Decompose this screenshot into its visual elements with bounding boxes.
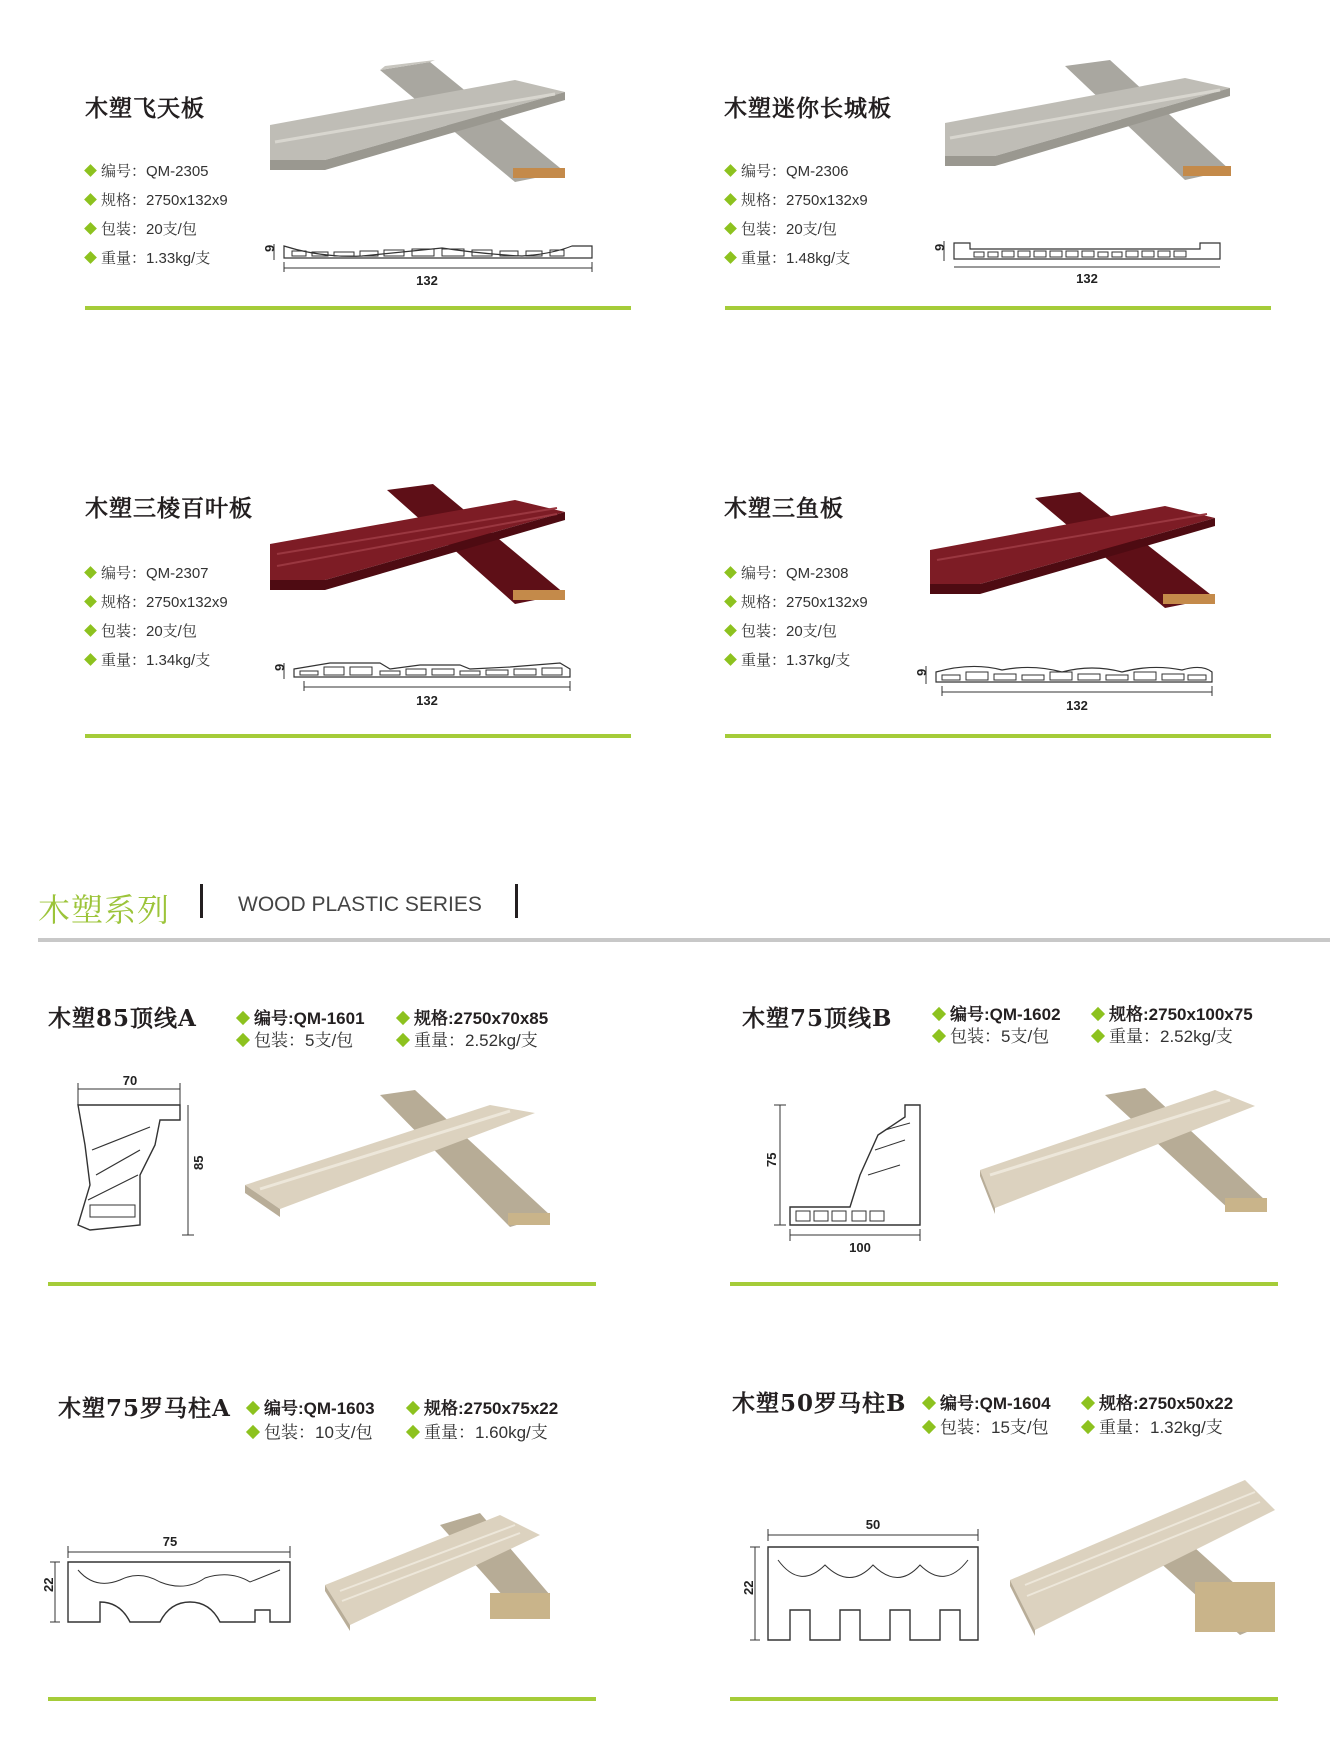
- dim-height: 75: [764, 1152, 779, 1167]
- panel-product-image: [265, 482, 575, 622]
- dim-width: 50: [865, 1517, 881, 1532]
- product-title: 木塑迷你长城板: [724, 95, 892, 122]
- panel-product-image: [940, 58, 1240, 198]
- divider-line: [725, 734, 1271, 738]
- section-rule: [38, 938, 1330, 942]
- spec-size: 规格：2750x132x9: [86, 591, 228, 612]
- dim-height: 9: [932, 243, 947, 251]
- spec-code: 编号:QM-1604: [924, 1389, 1051, 1414]
- spec-pack: 包装：5支/包: [238, 1026, 353, 1051]
- bullet-diamond-icon: [922, 1396, 936, 1410]
- dim-width: 132: [1076, 271, 1098, 285]
- bullet-diamond-icon: [724, 251, 737, 264]
- cross-section-diagram: [40, 1530, 300, 1640]
- dim-width: 70: [122, 1075, 138, 1088]
- spec-size: 规格:2750x70x85: [398, 1004, 548, 1029]
- bullet-diamond-icon: [724, 566, 737, 579]
- cross-section-diagram: [760, 1095, 960, 1255]
- bullet-diamond-icon: [406, 1425, 420, 1439]
- panel-product-image: [265, 60, 575, 200]
- spec-weight: 重量：2.52kg/支: [1093, 1022, 1233, 1047]
- dim-width: 75: [162, 1534, 178, 1549]
- spec-code: 编号:QM-1602: [934, 1000, 1061, 1025]
- divider-line: [85, 306, 631, 310]
- cross-section-diagram: [270, 655, 580, 715]
- spec-size: 规格：2750x132x9: [726, 189, 868, 210]
- bullet-diamond-icon: [724, 164, 737, 177]
- product-title: 木塑85顶线A: [48, 1005, 197, 1032]
- bullet-diamond-icon: [724, 222, 737, 235]
- spec-code: 编号：QM-2306: [726, 160, 849, 181]
- bullet-diamond-icon: [246, 1401, 260, 1415]
- cross-section-diagram: [740, 1515, 990, 1655]
- dim-height: 22: [741, 1580, 756, 1595]
- spec-code: 编号：QM-2307: [86, 562, 209, 583]
- spec-weight: 重量：1.37kg/支: [726, 649, 850, 670]
- spec-code: 编号：QM-2305: [86, 160, 209, 181]
- spec-weight: 重量：1.48kg/支: [726, 247, 850, 268]
- spec-code: 编号:QM-1601: [238, 1004, 365, 1029]
- dim-height: 9: [272, 663, 287, 671]
- divider-line: [730, 1282, 1278, 1286]
- dim-height: 9: [262, 244, 277, 252]
- bullet-diamond-icon: [236, 1011, 250, 1025]
- product-title: 木塑三鱼板: [724, 495, 844, 522]
- bullet-diamond-icon: [406, 1401, 420, 1415]
- spec-weight: 重量：1.34kg/支: [86, 649, 210, 670]
- spec-pack: 包装：20支/包: [726, 620, 837, 641]
- moulding-product-image: [975, 1080, 1275, 1240]
- bullet-diamond-icon: [236, 1033, 250, 1047]
- product-title: 木塑飞天板: [85, 95, 205, 122]
- cross-section-diagram: [60, 1075, 220, 1255]
- dim-width: 132: [1066, 698, 1088, 713]
- bullet-diamond-icon: [922, 1420, 936, 1434]
- bullet-diamond-icon: [1081, 1420, 1095, 1434]
- dim-width: 100: [849, 1240, 871, 1255]
- dim-height: 85: [191, 1155, 206, 1170]
- bullet-diamond-icon: [84, 566, 97, 579]
- cross-section-diagram: [930, 235, 1230, 285]
- bullet-diamond-icon: [1091, 1029, 1105, 1043]
- section-title-cn: 木塑系列: [38, 891, 171, 929]
- moulding-product-image: [240, 1085, 560, 1245]
- cross-section-diagram: [262, 240, 602, 290]
- product-title: 木塑75顶线B: [742, 1005, 893, 1032]
- bullet-diamond-icon: [246, 1425, 260, 1439]
- spec-weight: 重量：1.32kg/支: [1083, 1413, 1223, 1438]
- spec-pack: 包装：10支/包: [248, 1418, 373, 1443]
- bullet-diamond-icon: [84, 193, 97, 206]
- spec-weight: 重量：2.52kg/支: [398, 1026, 538, 1051]
- divider-line: [85, 734, 631, 738]
- spec-pack: 包装：20支/包: [86, 620, 197, 641]
- header-separator: [515, 884, 518, 918]
- bullet-diamond-icon: [84, 164, 97, 177]
- spec-weight: 重量：1.33kg/支: [86, 247, 210, 268]
- section-title-en: WOOD PLASTIC SERIES: [238, 893, 482, 916]
- bullet-diamond-icon: [84, 624, 97, 637]
- dim-height: 9: [914, 668, 929, 676]
- divider-line: [725, 306, 1271, 310]
- spec-pack: 包装：5支/包: [934, 1022, 1049, 1047]
- header-separator: [200, 884, 203, 918]
- bullet-diamond-icon: [84, 222, 97, 235]
- spec-pack: 包装：20支/包: [86, 218, 197, 239]
- spec-size: 规格:2750x50x22: [1083, 1389, 1233, 1414]
- spec-pack: 包装：15支/包: [924, 1413, 1049, 1438]
- bullet-diamond-icon: [1091, 1007, 1105, 1021]
- spec-size: 规格:2750x75x22: [408, 1394, 558, 1419]
- divider-line: [730, 1697, 1278, 1701]
- spec-size: 规格：2750x132x9: [726, 591, 868, 612]
- divider-line: [48, 1697, 596, 1701]
- bullet-diamond-icon: [932, 1007, 946, 1021]
- bullet-diamond-icon: [724, 193, 737, 206]
- dim-height: 22: [41, 1577, 56, 1592]
- dim-width: 132: [416, 693, 438, 708]
- bullet-diamond-icon: [396, 1033, 410, 1047]
- bullet-diamond-icon: [396, 1011, 410, 1025]
- spec-size: 规格:2750x100x75: [1093, 1000, 1253, 1025]
- product-title: 木塑75罗马柱A: [58, 1395, 231, 1422]
- moulding-product-image: [320, 1505, 560, 1645]
- bullet-diamond-icon: [724, 624, 737, 637]
- spec-weight: 重量：1.60kg/支: [408, 1418, 548, 1443]
- bullet-diamond-icon: [724, 653, 737, 666]
- cross-section-diagram: [912, 658, 1232, 718]
- bullet-diamond-icon: [932, 1029, 946, 1043]
- divider-line: [48, 1282, 596, 1286]
- spec-code: 编号:QM-1603: [248, 1394, 375, 1419]
- bullet-diamond-icon: [84, 595, 97, 608]
- bullet-diamond-icon: [724, 595, 737, 608]
- spec-code: 编号：QM-2308: [726, 562, 849, 583]
- product-title: 木塑三棱百叶板: [85, 495, 253, 522]
- spec-size: 规格：2750x132x9: [86, 189, 228, 210]
- bullet-diamond-icon: [84, 251, 97, 264]
- product-title: 木塑50罗马柱B: [732, 1390, 907, 1417]
- bullet-diamond-icon: [84, 653, 97, 666]
- bullet-diamond-icon: [1081, 1396, 1095, 1410]
- dim-width: 132: [416, 273, 438, 288]
- panel-product-image: [925, 490, 1235, 620]
- spec-pack: 包装：20支/包: [726, 218, 837, 239]
- moulding-product-image: [1005, 1470, 1285, 1645]
